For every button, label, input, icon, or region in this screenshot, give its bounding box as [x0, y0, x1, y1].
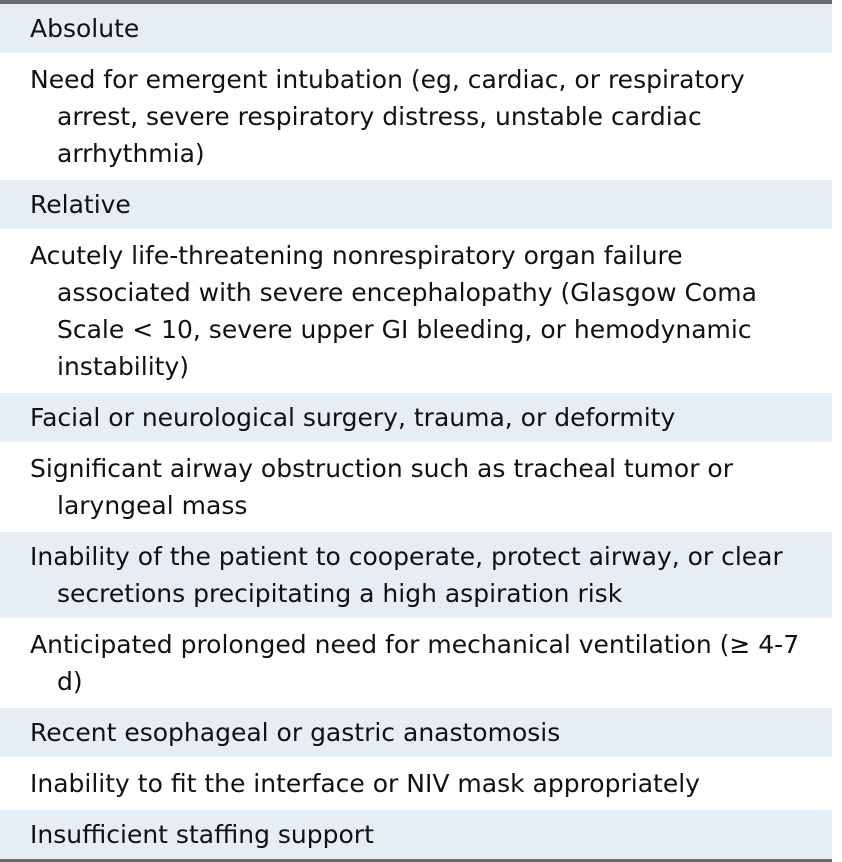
table-row	[0, 618, 832, 706]
table-row	[0, 53, 832, 178]
section-header-relative	[0, 178, 832, 229]
row-text: Recent esophageal or gastric anastomosis	[30, 718, 561, 747]
table-row	[0, 530, 832, 618]
section-header-label: Absolute	[30, 14, 140, 43]
table-row	[0, 706, 832, 757]
row-text: Anticipated prolonged need for mechanical ventilation (≥ 4-7 d)	[30, 630, 800, 696]
row-text: Inability to fit the interface or NIV mask appropriately	[30, 769, 700, 798]
table-row	[0, 229, 832, 391]
table-row	[0, 391, 832, 442]
row-text: Inability of the patient to cooperate, protect airway, or clear secretions precipitating a high aspiration risk	[30, 542, 783, 608]
row-text: Insufficient staffing support	[30, 820, 374, 849]
row-text: Need for emergent intubation (eg, cardiac, or respiratory arrest, severe respiratory distress, unstable cardiac arrhythmia)	[30, 65, 745, 168]
section-header-label: Relative	[30, 190, 131, 219]
table-row	[0, 757, 832, 808]
row-text: Acutely life-threatening nonrespiratory organ failure associated with severe encephalopathy (Glasgow Coma Scale < 10, severe upper GI bleeding, or hemodynamic instability)	[30, 241, 757, 381]
row-text: Significant airway obstruction such as tracheal tumor or laryngeal mass	[30, 454, 734, 520]
row-text: Facial or neurological surgery, trauma, or deformity	[30, 403, 676, 432]
section-header-absolute	[0, 4, 832, 53]
table-row	[0, 442, 832, 530]
table-row	[0, 808, 832, 859]
